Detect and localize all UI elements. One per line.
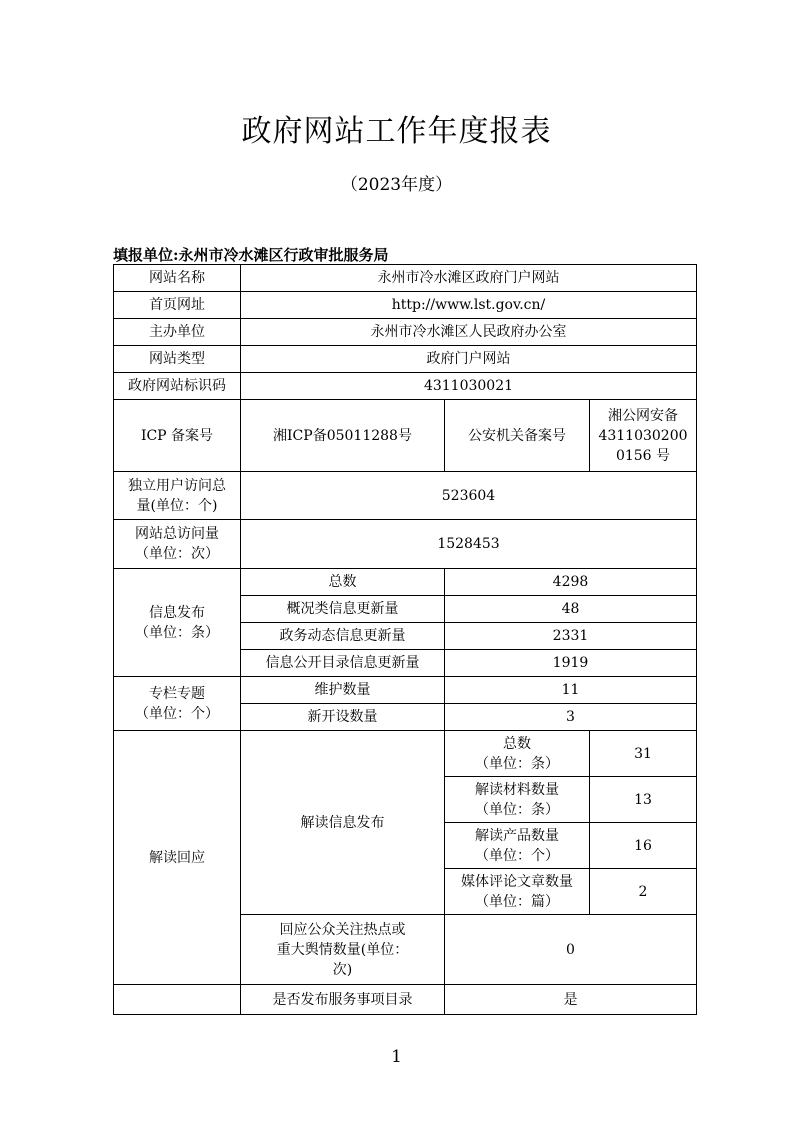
label-line: 回应公众关注热点或	[279, 921, 406, 938]
label-line: （单位：篇）	[475, 893, 559, 910]
table-row	[114, 731, 697, 777]
reporting-unit: 填报单位:永州市冷水滩区行政审批服务局	[113, 246, 389, 264]
columns-label	[114, 677, 241, 731]
info-news-label: 政务动态信息更新量	[241, 623, 445, 650]
police-record-label: 公安机关备案号	[445, 400, 590, 472]
table-row	[114, 373, 697, 400]
label-line: （单位：条）	[475, 801, 559, 818]
table-row	[114, 677, 697, 704]
page-title: 政府网站工作年度报表	[241, 114, 552, 149]
home-url-value: http://www.lst.gov.cn/	[241, 292, 697, 319]
info-total-label: 总数	[241, 569, 445, 596]
info-total-value: 4298	[445, 569, 697, 596]
unique-visitors-label	[114, 472, 241, 520]
sponsor-value: 永州市冷水滩区人民政府办公室	[241, 319, 697, 346]
label-line: （单位：个）	[475, 847, 559, 864]
unique-visitors-value: 523604	[241, 472, 697, 520]
info-overview-label: 概况类信息更新量	[241, 596, 445, 623]
interpret-label: 解读回应	[114, 731, 241, 985]
label-line: 次)	[332, 961, 353, 978]
interpret-media-value: 2	[590, 869, 697, 915]
table-row	[114, 472, 697, 520]
columns-new-label: 新开设数量	[241, 704, 445, 731]
label-line: 媒体评论文章数量	[461, 873, 573, 890]
interpret-publish-label: 解读信息发布	[241, 731, 445, 915]
report-table	[113, 264, 697, 1015]
police-record-line: 4311030200	[598, 427, 688, 444]
info-publish-label	[114, 569, 241, 677]
page-subtitle: （2023年度）	[340, 175, 453, 195]
interpret-product-value: 16	[590, 823, 697, 869]
home-url-label: 首页网址	[114, 292, 241, 319]
label-line: 总数	[503, 735, 531, 752]
info-news-value: 2331	[445, 623, 697, 650]
columns-maintained-value: 11	[445, 677, 697, 704]
interpret-total-label	[445, 731, 590, 777]
empty-cell	[114, 985, 241, 1015]
interpret-total-value: 31	[590, 731, 697, 777]
label-line: 网站总访问量	[135, 526, 219, 542]
label-line: （单位：次）	[135, 546, 219, 562]
site-code-value: 4311030021	[241, 373, 697, 400]
service-catalog-value: 是	[445, 985, 697, 1015]
site-code-label: 政府网站标识码	[114, 373, 241, 400]
table-row	[114, 319, 697, 346]
label-line: （单位：个）	[135, 705, 219, 722]
label-line: 信息发布	[149, 604, 205, 621]
page-number: 1	[391, 1047, 402, 1067]
columns-new-value: 3	[445, 704, 697, 731]
table-row	[114, 400, 697, 472]
label-line: 解读产品数量	[475, 827, 559, 844]
police-record-value	[590, 400, 697, 472]
info-catalog-label: 信息公开目录信息更新量	[241, 650, 445, 677]
columns-maintained-label: 维护数量	[241, 677, 445, 704]
police-record-line: 0156 号	[615, 447, 671, 464]
site-name-value: 永州市冷水滩区政府门户网站	[241, 265, 697, 292]
icp-value: 湘ICP备05011288号	[241, 400, 445, 472]
label-line: 重大舆情数量(单位：	[276, 941, 409, 958]
table-row	[114, 520, 697, 569]
respond-value: 0	[445, 915, 697, 985]
table-row	[114, 346, 697, 373]
respond-label	[241, 915, 445, 985]
table-row	[114, 985, 697, 1015]
label-line: 专栏专题	[149, 685, 205, 702]
table-row	[114, 265, 697, 292]
label-line: 独立用户访问总	[128, 477, 226, 494]
site-type-label: 网站类型	[114, 346, 241, 373]
interpret-material-value: 13	[590, 777, 697, 823]
total-visits-value: 1528453	[241, 520, 697, 569]
table-row	[114, 292, 697, 319]
site-name-label: 网站名称	[114, 265, 241, 292]
label-line: 量(单位：个)	[136, 497, 218, 514]
site-type-value: 政府门户网站	[241, 346, 697, 373]
sponsor-label: 主办单位	[114, 319, 241, 346]
table-row	[114, 569, 697, 596]
interpret-material-label	[445, 777, 590, 823]
police-record-line: 湘公网安备	[608, 407, 678, 424]
interpret-product-label	[445, 823, 590, 869]
label-line: （单位：条）	[135, 624, 219, 641]
interpret-media-label	[445, 869, 590, 915]
icp-label: ICP 备案号	[114, 400, 241, 472]
service-catalog-label: 是否发布服务事项目录	[241, 985, 445, 1015]
info-overview-value: 48	[445, 596, 697, 623]
label-line: （单位：条）	[475, 755, 559, 772]
total-visits-label	[114, 520, 241, 569]
info-catalog-value: 1919	[445, 650, 697, 677]
label-line: 解读材料数量	[475, 781, 559, 798]
